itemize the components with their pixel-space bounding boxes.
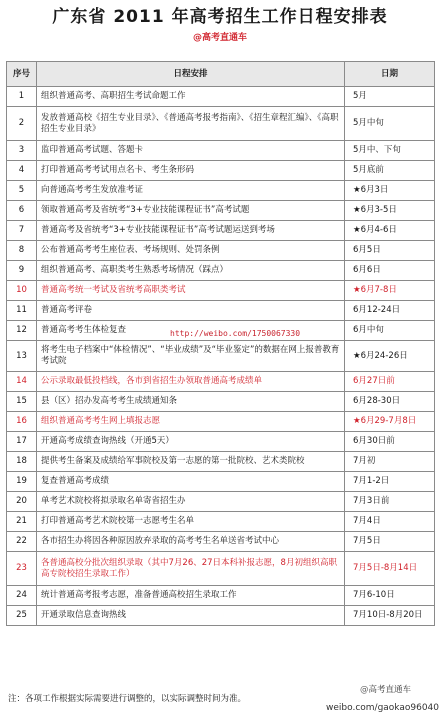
table-header-row (7, 62, 435, 87)
table-row (7, 452, 435, 472)
row-date: 6月6日 (345, 261, 435, 281)
row-no: 14 (7, 372, 37, 392)
row-item: 各市招生办将因各种原因放弃录取的高考考生名单送省考试中心 (37, 532, 345, 552)
row-date: ★6月7-8日 (345, 281, 435, 301)
row-date: 6月28-30日 (345, 392, 435, 412)
row-item: 打印普通高考考试用点名卡、考生条形码 (37, 161, 345, 181)
row-item: 打印普通高考艺术院校第一志愿考生名单 (37, 512, 345, 532)
row-no: 9 (7, 261, 37, 281)
row-no: 10 (7, 281, 37, 301)
row-no: 2 (7, 107, 37, 141)
table-row (7, 221, 435, 241)
table-row (7, 372, 435, 392)
row-item: 单考艺术院校将拟录取名单寄省招生办 (37, 492, 345, 512)
table-row (7, 341, 435, 372)
row-date: 5月中旬 (345, 107, 435, 141)
row-item: 将考生电子档案中“体检情况”、“毕业成绩”及“毕业鉴定”的数据在网上报普教育考试院 (37, 341, 345, 372)
row-no: 21 (7, 512, 37, 532)
row-date: 7月6-10日 (345, 586, 435, 606)
row-no: 20 (7, 492, 37, 512)
row-date: ★6月3日 (345, 181, 435, 201)
row-date: 7月3日前 (345, 492, 435, 512)
row-item: 向普通高考考生发放准考证 (37, 181, 345, 201)
row-date: ★6月24-26日 (345, 341, 435, 372)
row-date: 6月30日前 (345, 432, 435, 452)
row-date: 7月初 (345, 452, 435, 472)
row-date: 5月中、下旬 (345, 141, 435, 161)
table-row (7, 201, 435, 221)
row-item: 县（区）招办发高考考生成绩通知条 (37, 392, 345, 412)
row-item: 普通高考及省统考“3+专业技能课程证书”高考试题运送到考场 (37, 221, 345, 241)
row-date: 6月12-24日 (345, 301, 435, 321)
row-no: 6 (7, 201, 37, 221)
row-no: 7 (7, 221, 37, 241)
table-row (7, 412, 435, 432)
row-item: 普通高考评卷 (37, 301, 345, 321)
schedule-table (6, 61, 435, 626)
row-item: 各普通高校分批次组织录取（其中7月26、27日本科补报志愿，8月初组织高职高专院校招生录取工作） (37, 552, 345, 586)
row-item: 公示录取最低投档线，各市到省招生办领取普通高考成绩单 (37, 372, 345, 392)
row-item: 组织普通高考、高职招生考试命题工作 (37, 87, 345, 107)
table-row (7, 606, 435, 626)
row-item: 组织普通高考、高职类考生熟悉考场情况（踩点） (37, 261, 345, 281)
row-no: 15 (7, 392, 37, 412)
row-no: 8 (7, 241, 37, 261)
row-date: 6月27日前 (345, 372, 435, 392)
row-date: ★6月4-6日 (345, 221, 435, 241)
table-row (7, 261, 435, 281)
table-row (7, 241, 435, 261)
table-row (7, 512, 435, 532)
row-no: 11 (7, 301, 37, 321)
footnote: 注：各项工作根据实际需要进行调整的，以实际调整时间为准。 (8, 694, 247, 704)
table-row (7, 492, 435, 512)
row-date: 6月中旬 (345, 321, 435, 341)
row-no: 19 (7, 472, 37, 492)
row-item: 开通高考成绩查询热线（开通5天） (37, 432, 345, 452)
row-no: 25 (7, 606, 37, 626)
row-date: ★6月3-5日 (345, 201, 435, 221)
row-no: 24 (7, 586, 37, 606)
row-date: 7月5日 (345, 532, 435, 552)
row-no: 18 (7, 452, 37, 472)
table-row (7, 552, 435, 586)
row-item: 组织普通高考考生网上填报志愿 (37, 412, 345, 432)
row-no: 3 (7, 141, 37, 161)
table-row (7, 392, 435, 412)
row-item: 公布普通高考考生座位表、考场规则、处罚条例 (37, 241, 345, 261)
row-no: 13 (7, 341, 37, 372)
row-date: 7月4日 (345, 512, 435, 532)
row-no: 22 (7, 532, 37, 552)
row-item: 发放普通高校《招生专业目录》、《普通高考报考指南》、《招生章程汇编》、《高职招生专业目录》 (37, 107, 345, 141)
row-date: 5月 (345, 87, 435, 107)
subtitle-handle: @高考直通车 (192, 33, 247, 43)
row-no: 12 (7, 321, 37, 341)
row-no: 23 (7, 552, 37, 586)
header-no: 序号 (7, 62, 37, 87)
row-item: 开通录取信息查询热线 (37, 606, 345, 626)
row-date: ★6月29-7月8日 (345, 412, 435, 432)
table-row (7, 532, 435, 552)
table-row (7, 432, 435, 452)
row-date: 5月底前 (345, 161, 435, 181)
row-no: 17 (7, 432, 37, 452)
table-row (7, 107, 435, 141)
row-date: 7月10日-8月20日 (345, 606, 435, 626)
row-item: 提供考生备案及成绩给军事院校及第一志愿的第一批院校、艺术类院校 (37, 452, 345, 472)
table-row (7, 586, 435, 606)
row-date: 7月1-2日 (345, 472, 435, 492)
table-row (7, 87, 435, 107)
badge-handle: 高考直通车 (368, 685, 412, 695)
row-item: 普通高考统一考试及省统考高职类考试 (37, 281, 345, 301)
footer-url: weibo.com/gaokao96040 (326, 703, 440, 713)
at-icon: @ (360, 685, 369, 695)
table-row (7, 472, 435, 492)
row-item: 统计普通高考报考志愿，准备普通高校招生录取工作 (37, 586, 345, 606)
header-item: 日程安排 (37, 62, 345, 87)
weibo-watermark: http://weibo.com/1750067330 (170, 329, 301, 338)
table-row (7, 181, 435, 201)
row-no: 4 (7, 161, 37, 181)
table-row (7, 301, 435, 321)
row-no: 1 (7, 87, 37, 107)
weibo-badge (360, 683, 411, 695)
table-row (7, 281, 435, 301)
header-date: 日期 (345, 62, 435, 87)
table-row (7, 141, 435, 161)
row-date: 7月5日-8月14日 (345, 552, 435, 586)
row-item: 领取普通高考及省统考“3+专业技能课程证书”高考试题 (37, 201, 345, 221)
row-no: 5 (7, 181, 37, 201)
table-row (7, 161, 435, 181)
row-item: 复查普通高考成绩 (37, 472, 345, 492)
row-no: 16 (7, 412, 37, 432)
page-title: 广东省 2011 年高考招生工作日程安排表 (52, 7, 388, 27)
row-date: 6月5日 (345, 241, 435, 261)
row-item: 普通高考考生体检复查 (37, 321, 345, 341)
row-item: 监印普通高考试题、答题卡 (37, 141, 345, 161)
